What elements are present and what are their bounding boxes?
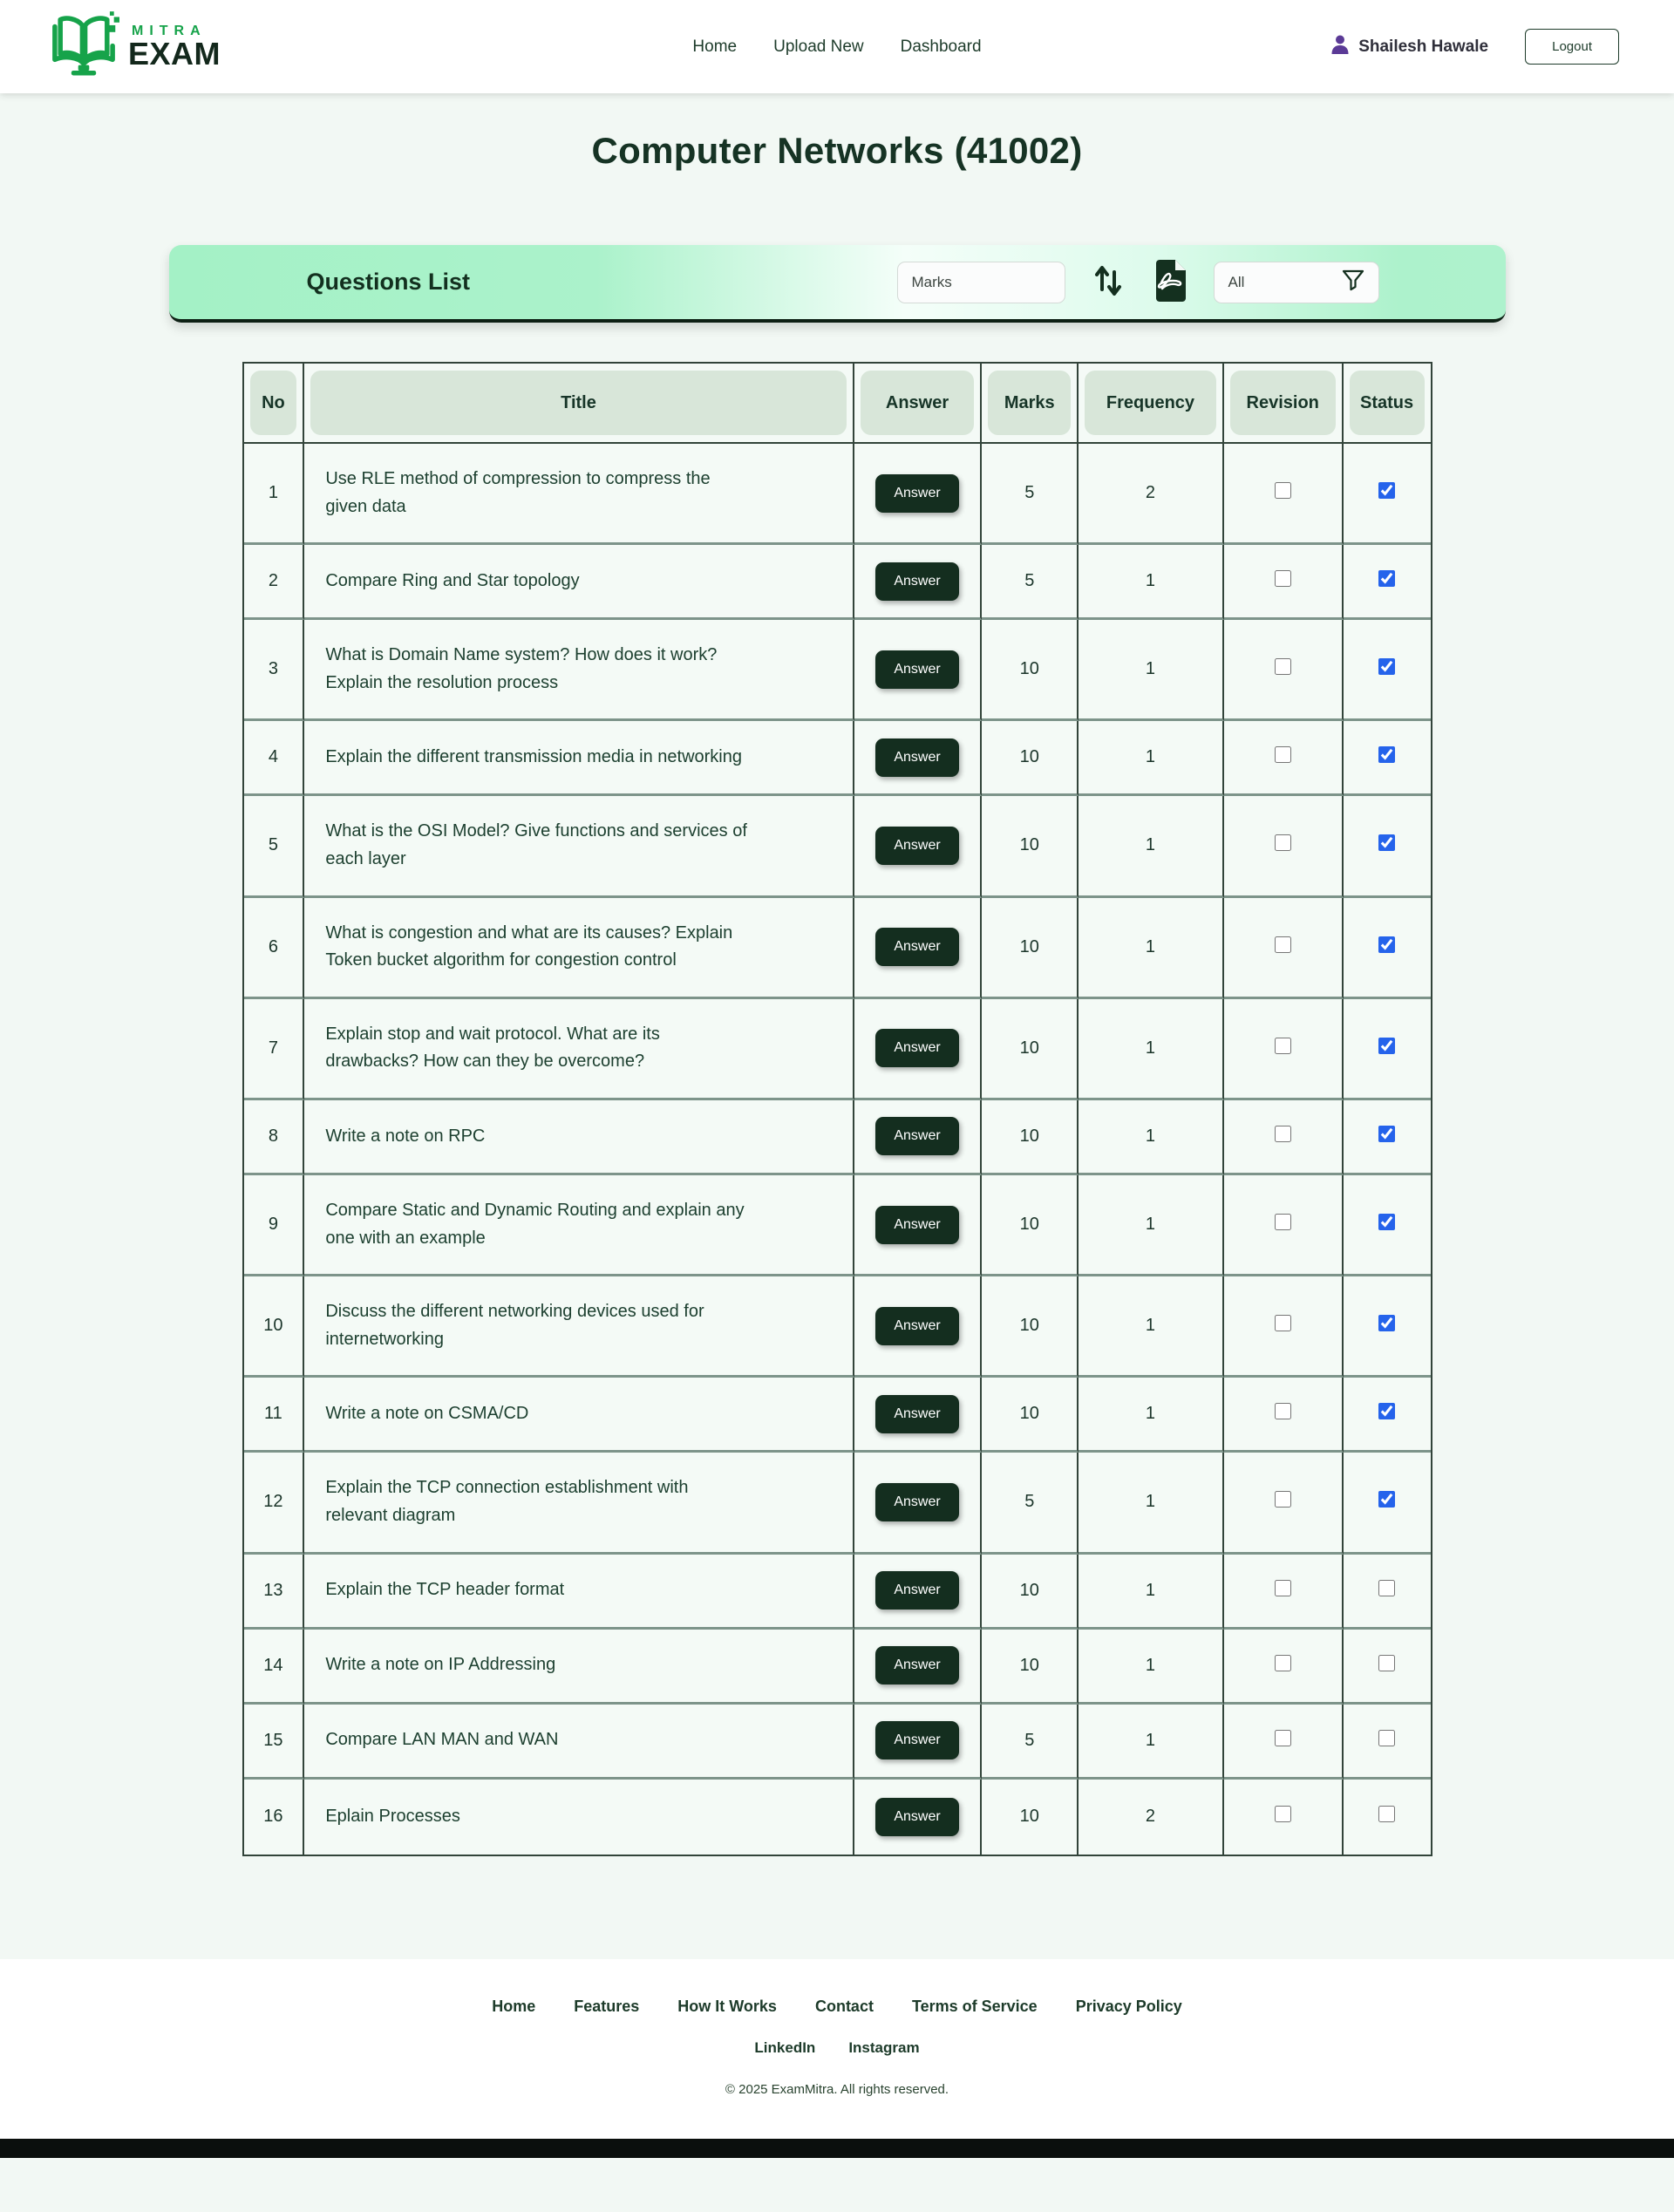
question-marks: 10: [1019, 1655, 1039, 1675]
top-bar: [0, 0, 1674, 93]
filter-funnel-icon: [1342, 269, 1364, 296]
status-checkbox[interactable]: [1378, 1580, 1395, 1596]
revision-checkbox[interactable]: [1275, 482, 1291, 499]
answer-button[interactable]: Answer: [875, 562, 958, 601]
question-number: 8: [268, 1126, 278, 1146]
book-logo-icon: [48, 11, 119, 82]
marks-sort-input[interactable]: [897, 262, 1065, 303]
status-checkbox[interactable]: [1378, 746, 1395, 763]
revision-checkbox[interactable]: [1275, 834, 1291, 851]
question-number: 10: [263, 1316, 283, 1336]
pdf-export-icon: [1153, 260, 1186, 304]
question-number: 11: [264, 1404, 282, 1424]
answer-button[interactable]: Answer: [875, 1206, 958, 1244]
question-title: Explain the TCP header format: [325, 1580, 565, 1600]
column-header-label: Revision: [1230, 371, 1336, 435]
column-header-label: No: [250, 371, 297, 435]
question-frequency: 1: [1145, 1730, 1156, 1750]
question-marks: 5: [1024, 1492, 1035, 1512]
question-title: What is congestion and what are its causes? Explain Token bucket algorithm for congestion control: [325, 922, 733, 970]
question-title: Compare Static and Dynamic Routing and explain any one with an example: [325, 1200, 745, 1248]
question-marks: 10: [1019, 659, 1039, 679]
revision-checkbox[interactable]: [1275, 1315, 1291, 1331]
footer-link-features[interactable]: Features: [574, 1997, 640, 2015]
main-navigation: [692, 37, 981, 57]
question-number: 1: [268, 483, 278, 503]
question-frequency: 1: [1145, 659, 1156, 679]
footer-social-link-linkedin[interactable]: LinkedIn: [754, 2038, 816, 2056]
question-frequency: 1: [1145, 1655, 1156, 1675]
revision-checkbox[interactable]: [1275, 1126, 1291, 1142]
question-marks: 10: [1019, 1126, 1039, 1146]
answer-button[interactable]: Answer: [875, 738, 958, 777]
revision-checkbox[interactable]: [1275, 1655, 1291, 1671]
question-frequency: 1: [1145, 1580, 1156, 1600]
brand-name-top: MITRA: [132, 23, 207, 38]
nav-link-dashboard[interactable]: Dashboard: [900, 37, 982, 56]
question-frequency: 2: [1145, 483, 1156, 503]
question-number: 13: [263, 1580, 283, 1600]
revision-checkbox[interactable]: [1275, 1491, 1291, 1508]
question-marks: 10: [1019, 1215, 1039, 1235]
column-header-label: Title: [310, 371, 846, 435]
answer-button[interactable]: Answer: [875, 827, 958, 865]
status-checkbox[interactable]: [1378, 1491, 1395, 1508]
question-number: 3: [268, 659, 278, 679]
table-row: [244, 721, 1431, 796]
revision-checkbox[interactable]: [1275, 746, 1291, 763]
question-frequency: 1: [1145, 1492, 1156, 1512]
status-checkbox[interactable]: [1378, 1730, 1395, 1746]
question-frequency: 1: [1145, 1316, 1156, 1336]
footer-link-how-it-works[interactable]: How It Works: [677, 1997, 777, 2015]
question-frequency: 1: [1145, 835, 1156, 855]
revision-checkbox[interactable]: [1275, 1806, 1291, 1822]
answer-button[interactable]: Answer: [875, 1307, 958, 1345]
table-row: [244, 1453, 1431, 1554]
sort-arrows-icon: [1093, 263, 1123, 301]
question-marks: 5: [1024, 483, 1035, 503]
answer-button[interactable]: Answer: [875, 1571, 958, 1610]
question-number: 9: [268, 1215, 278, 1235]
bottom-accent-bar: [0, 2139, 1674, 2158]
answer-button[interactable]: Answer: [875, 928, 958, 966]
question-title: Write a note on IP Addressing: [325, 1655, 556, 1675]
revision-checkbox[interactable]: [1275, 1580, 1291, 1596]
status-checkbox[interactable]: [1378, 658, 1395, 675]
table-row: [244, 620, 1431, 721]
nav-link-upload-new[interactable]: Upload New: [773, 37, 864, 56]
question-number: 6: [268, 936, 278, 956]
questions-table: [242, 362, 1432, 1856]
page-title: Computer Networks (41002): [591, 130, 1083, 171]
question-title: Explain the TCP connection establishment with relevant diagram: [325, 1478, 689, 1525]
user-chip: [1330, 34, 1488, 60]
nav-link-home[interactable]: Home: [692, 37, 738, 56]
revision-checkbox[interactable]: [1275, 1403, 1291, 1419]
status-checkbox[interactable]: [1378, 1038, 1395, 1054]
status-checkbox[interactable]: [1378, 1655, 1395, 1671]
question-number: 5: [268, 835, 278, 855]
question-frequency: 1: [1145, 571, 1156, 591]
question-marks: 10: [1019, 1038, 1039, 1058]
table-row: [244, 796, 1431, 897]
answer-button[interactable]: Answer: [875, 1029, 958, 1067]
logout-button[interactable]: Logout: [1525, 29, 1619, 65]
revision-checkbox[interactable]: [1275, 1730, 1291, 1746]
footer-links: [0, 1998, 1674, 2016]
table-row: [244, 1378, 1431, 1453]
column-header-status: [1344, 364, 1431, 444]
question-title: Use RLE method of compression to compress the given data: [325, 469, 711, 516]
footer-social-link-instagram[interactable]: Instagram: [848, 2038, 920, 2056]
table-row: [244, 444, 1431, 545]
footer-link-contact[interactable]: Contact: [814, 1997, 874, 2015]
question-marks: 5: [1024, 1730, 1035, 1750]
question-marks: 10: [1019, 1807, 1039, 1826]
question-number: 4: [268, 747, 278, 767]
status-filter-select[interactable]: [1214, 262, 1379, 303]
export-pdf-button[interactable]: [1151, 258, 1187, 306]
question-marks: 10: [1019, 1404, 1039, 1424]
table-row: [244, 1630, 1431, 1705]
column-header-label: Frequency: [1085, 371, 1216, 435]
table-row: [244, 1100, 1431, 1175]
question-frequency: 1: [1145, 936, 1156, 956]
column-header-label: Marks: [988, 371, 1071, 435]
main-content: [0, 93, 1674, 1959]
column-header-marks: [982, 364, 1079, 444]
question-title: Explain the different transmission media in networking: [325, 747, 742, 767]
question-marks: 10: [1019, 1316, 1039, 1336]
questions-table-wrap: [242, 362, 1432, 1856]
question-number: 16: [263, 1807, 283, 1826]
status-checkbox[interactable]: [1378, 936, 1395, 953]
sort-order-button[interactable]: [1092, 262, 1125, 303]
question-marks: 5: [1024, 571, 1035, 591]
revision-checkbox[interactable]: [1275, 1038, 1291, 1054]
question-frequency: 1: [1145, 747, 1156, 767]
copyright-text: © 2025 ExamMitra. All rights reserved.: [725, 2081, 949, 2097]
column-header-revision: [1224, 364, 1344, 444]
footer-link-terms-of-service[interactable]: Terms of Service: [911, 1997, 1038, 2015]
question-number: 14: [263, 1655, 283, 1675]
table-row: [244, 545, 1431, 620]
question-title: What is Domain Name system? How does it work? Explain the resolution process: [325, 645, 718, 692]
question-title: Write a note on CSMA/CD: [325, 1404, 529, 1424]
questions-toolbar: [169, 245, 1506, 323]
status-checkbox[interactable]: [1378, 1403, 1395, 1419]
table-row: [244, 898, 1431, 999]
answer-button[interactable]: Answer: [875, 1483, 958, 1521]
question-number: 7: [268, 1038, 278, 1058]
question-title: Compare Ring and Star topology: [325, 570, 580, 590]
status-checkbox[interactable]: [1378, 1126, 1395, 1142]
revision-checkbox[interactable]: [1275, 1214, 1291, 1230]
user-avatar-icon: [1330, 34, 1350, 60]
column-header-label: Answer: [861, 371, 975, 435]
status-checkbox[interactable]: [1378, 1315, 1395, 1331]
status-checkbox[interactable]: [1378, 1806, 1395, 1822]
question-frequency: 1: [1145, 1126, 1156, 1146]
table-header: [244, 364, 1431, 444]
revision-checkbox[interactable]: [1275, 570, 1291, 587]
table-body: [244, 444, 1431, 1855]
question-title: Discuss the different networking devices used for internetworking: [325, 1302, 704, 1349]
answer-button[interactable]: Answer: [875, 1117, 958, 1155]
question-title: What is the OSI Model? Give functions and services of each layer: [325, 821, 747, 868]
status-checkbox[interactable]: [1378, 482, 1395, 499]
table-row: [244, 999, 1431, 1100]
revision-checkbox[interactable]: [1275, 658, 1291, 675]
table-row: [244, 1705, 1431, 1780]
revision-checkbox[interactable]: [1275, 936, 1291, 953]
footer: [0, 1959, 1674, 2139]
question-marks: 10: [1019, 835, 1039, 855]
column-header-answer: [854, 364, 983, 444]
answer-button[interactable]: Answer: [875, 1721, 958, 1759]
answer-button[interactable]: Answer: [875, 474, 958, 513]
table-row: [244, 1276, 1431, 1378]
question-title: Eplain Processes: [325, 1806, 460, 1826]
question-marks: 10: [1019, 747, 1039, 767]
answer-button[interactable]: Answer: [875, 1395, 958, 1433]
question-marks: 10: [1019, 1580, 1039, 1600]
answer-button[interactable]: Answer: [875, 1646, 958, 1685]
footer-link-home[interactable]: Home: [492, 1997, 536, 2015]
column-header-frequency: [1079, 364, 1224, 444]
question-title: Compare LAN MAN and WAN: [325, 1730, 559, 1750]
table-row: [244, 1555, 1431, 1630]
filter-selected-value: All: [1228, 273, 1245, 290]
user-name: Shailesh Hawale: [1358, 37, 1489, 56]
question-number: 2: [268, 571, 278, 591]
column-header-no: [244, 364, 305, 444]
question-marks: 10: [1019, 936, 1039, 956]
question-title: Write a note on RPC: [325, 1126, 486, 1146]
status-checkbox[interactable]: [1378, 1214, 1395, 1230]
table-row: [244, 1175, 1431, 1276]
footer-social-links: [0, 2039, 1674, 2057]
toolbar-title: Questions List: [306, 269, 471, 295]
brand-name-bottom: EXAM: [128, 35, 221, 71]
status-checkbox[interactable]: [1378, 834, 1395, 851]
question-frequency: 1: [1145, 1404, 1156, 1424]
status-checkbox[interactable]: [1378, 570, 1395, 587]
question-title: Explain stop and wait protocol. What are its drawbacks? How can they be overcome?: [325, 1024, 660, 1072]
footer-link-privacy-policy[interactable]: Privacy Policy: [1075, 1997, 1182, 2015]
column-header-label: Status: [1350, 371, 1425, 435]
answer-button[interactable]: Answer: [875, 650, 958, 689]
table-row: [244, 1780, 1431, 1855]
brand-logo[interactable]: [48, 11, 221, 82]
column-header-title: [304, 364, 854, 444]
question-frequency: 2: [1145, 1807, 1156, 1826]
question-number: 15: [263, 1730, 283, 1750]
question-number: 12: [263, 1492, 283, 1512]
question-frequency: 1: [1145, 1215, 1156, 1235]
answer-button[interactable]: Answer: [875, 1798, 958, 1836]
question-frequency: 1: [1145, 1038, 1156, 1058]
